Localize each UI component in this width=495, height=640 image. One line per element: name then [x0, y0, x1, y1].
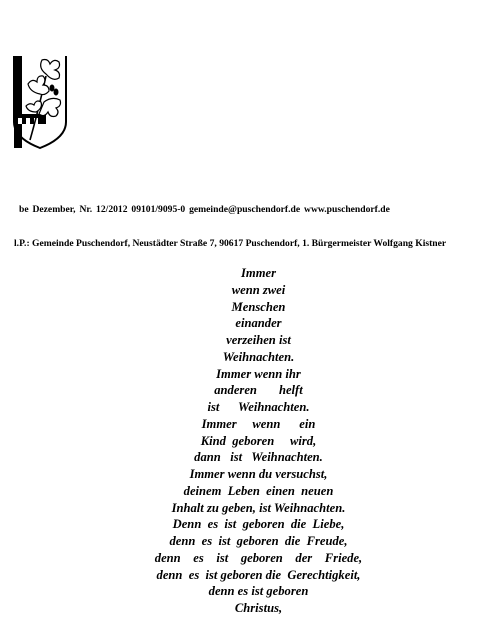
newsletter-info-line: be Dezember, Nr. 12/2012 09101/9095-0 gemeinde@puschendorf.de www.puschendorf.de [19, 204, 390, 215]
poem-line: Immer [241, 266, 276, 280]
poem-line: dann ist Weihnachten. [194, 450, 323, 465]
poem-line: denn es ist geboren die Freude, [169, 534, 348, 548]
poem-line: anderen helft [214, 383, 303, 398]
poem-line: Denn es ist geboren die Liebe, [172, 517, 345, 532]
oak-leaf-coat-of-arms-icon [0, 52, 80, 152]
publisher-info-line: l.P.: Gemeinde Puschendorf, Neustädter Straße 7, 90617 Puschendorf, 1. Bürgermeister Wolfgang Kistner [14, 238, 447, 249]
poem-line: ist Weihnachten. [207, 400, 310, 414]
poem-line: Menschen [231, 299, 286, 314]
poem-line: Immer wenn ein [201, 416, 316, 431]
poem-line: wenn zwei [231, 282, 286, 297]
poem-line: verzeihen ist [226, 333, 291, 347]
christmas-poem [100, 265, 417, 617]
poem-line: Weihnachten. [222, 349, 295, 364]
poem-line: Christus, [234, 601, 283, 615]
poem-line: Kind geboren wird, [200, 433, 317, 448]
poem-line: Immer wenn du versuchst, [189, 467, 328, 481]
poem-line: deinem Leben einen neuen [183, 483, 334, 498]
poem-line: Immer wenn ihr [216, 366, 301, 381]
poem-line: denn es ist geboren der Friede, [154, 550, 363, 565]
poem-line: denn es ist geboren die Gerechtigkeit, [156, 567, 361, 582]
poem-line: denn es ist geboren [208, 584, 309, 599]
poem-line: Inhalt zu geben, ist Weihnachten. [171, 500, 346, 515]
poem-line: einander [235, 316, 282, 331]
